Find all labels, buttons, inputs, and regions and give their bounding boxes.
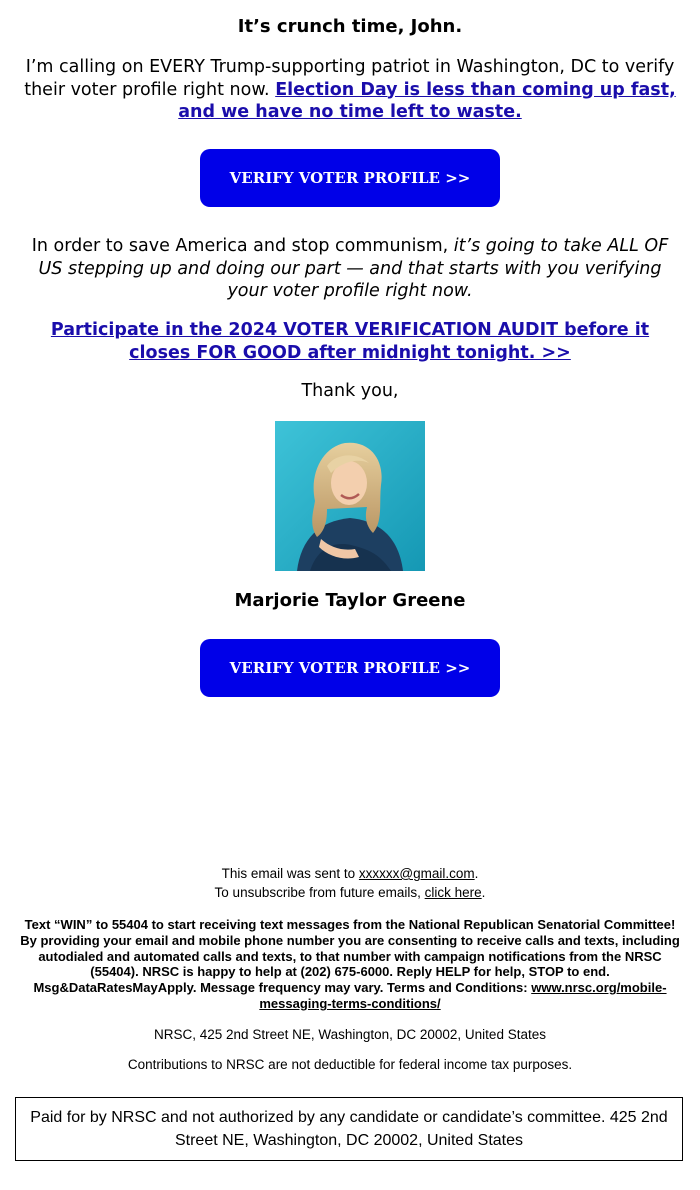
verify-voter-profile-button-2[interactable]: VERIFY VOTER PROFILE >> [200,639,500,697]
recipient-prefix: This email was sent to [221,866,359,881]
save-america-paragraph [18,235,682,303]
recipient-email-link[interactable]: xxxxxx@gmail.com [358,866,475,881]
paid-for-text: Paid for by NRSC and not authorized by any candidate or candidate’s committee. 425 2nd Street NE, Washington, DC 20002, United States [30,1109,668,1149]
portrait-photo[interactable] [275,421,425,571]
headline: It’s crunch time, John. [237,16,463,37]
election-day-link[interactable]: Election Day is less than coming up fast, and we have no time left to waste. [178,79,676,122]
save-america-text: In order to save America and stop communism, [31,236,454,256]
sms-disclaimer [18,917,682,1012]
thanks-text: Thank you, [301,381,399,401]
unsubscribe-prefix: To unsubscribe from future emails, [214,885,425,900]
unsubscribe-link[interactable]: click here [424,885,482,900]
portrait-photo-icon [275,421,425,571]
intro-text: I’m calling on EVERY Trump-supporting patriot in Washington, DC to verify their voter profile right now. [24,57,675,100]
contributions-notice: Contributions to NRSC are not deductible for federal income tax purposes. [127,1057,573,1072]
sms-disclaimer-text: Text “WIN” to 55404 to start receiving text messages from the National Republican Senatorial Committee! By providing your email and mobile phone number you are consenting to receive calls and texts, including autodialed and automated calls and texts, to that number with campaign notifications from the NRSC (55404). NRSC is happy to help at (202) 675-6000. Reply HELP for help, STOP to end. Msg&DataRatesMayApply. Message frequency may vary. Terms and Conditions: [20,917,680,996]
recipient-notice [0,864,700,902]
unsubscribe-suffix: . [481,885,486,900]
voter-audit-link[interactable]: Participate in the 2024 VOTER VERIFICATION AUDIT before it closes FOR GOOD after midnight tonight. >> [50,320,650,363]
paid-for-disclaimer-box [15,1097,683,1161]
verify-voter-profile-button[interactable]: VERIFY VOTER PROFILE >> [200,149,500,207]
signer-name: Marjorie Taylor Greene [234,590,466,611]
sender-address: NRSC, 425 2nd Street NE, Washington, DC 20002, United States [154,1027,546,1042]
recipient-suffix: . [474,866,479,881]
save-america-italic: it’s going to take ALL OF US stepping up and doing our part — and that starts with you verifying your voter profile right now. [38,236,669,301]
sms-terms-link[interactable]: www.nrsc.org/mobile-messaging-terms-conditions/ [259,980,667,1011]
intro-paragraph [18,56,682,124]
